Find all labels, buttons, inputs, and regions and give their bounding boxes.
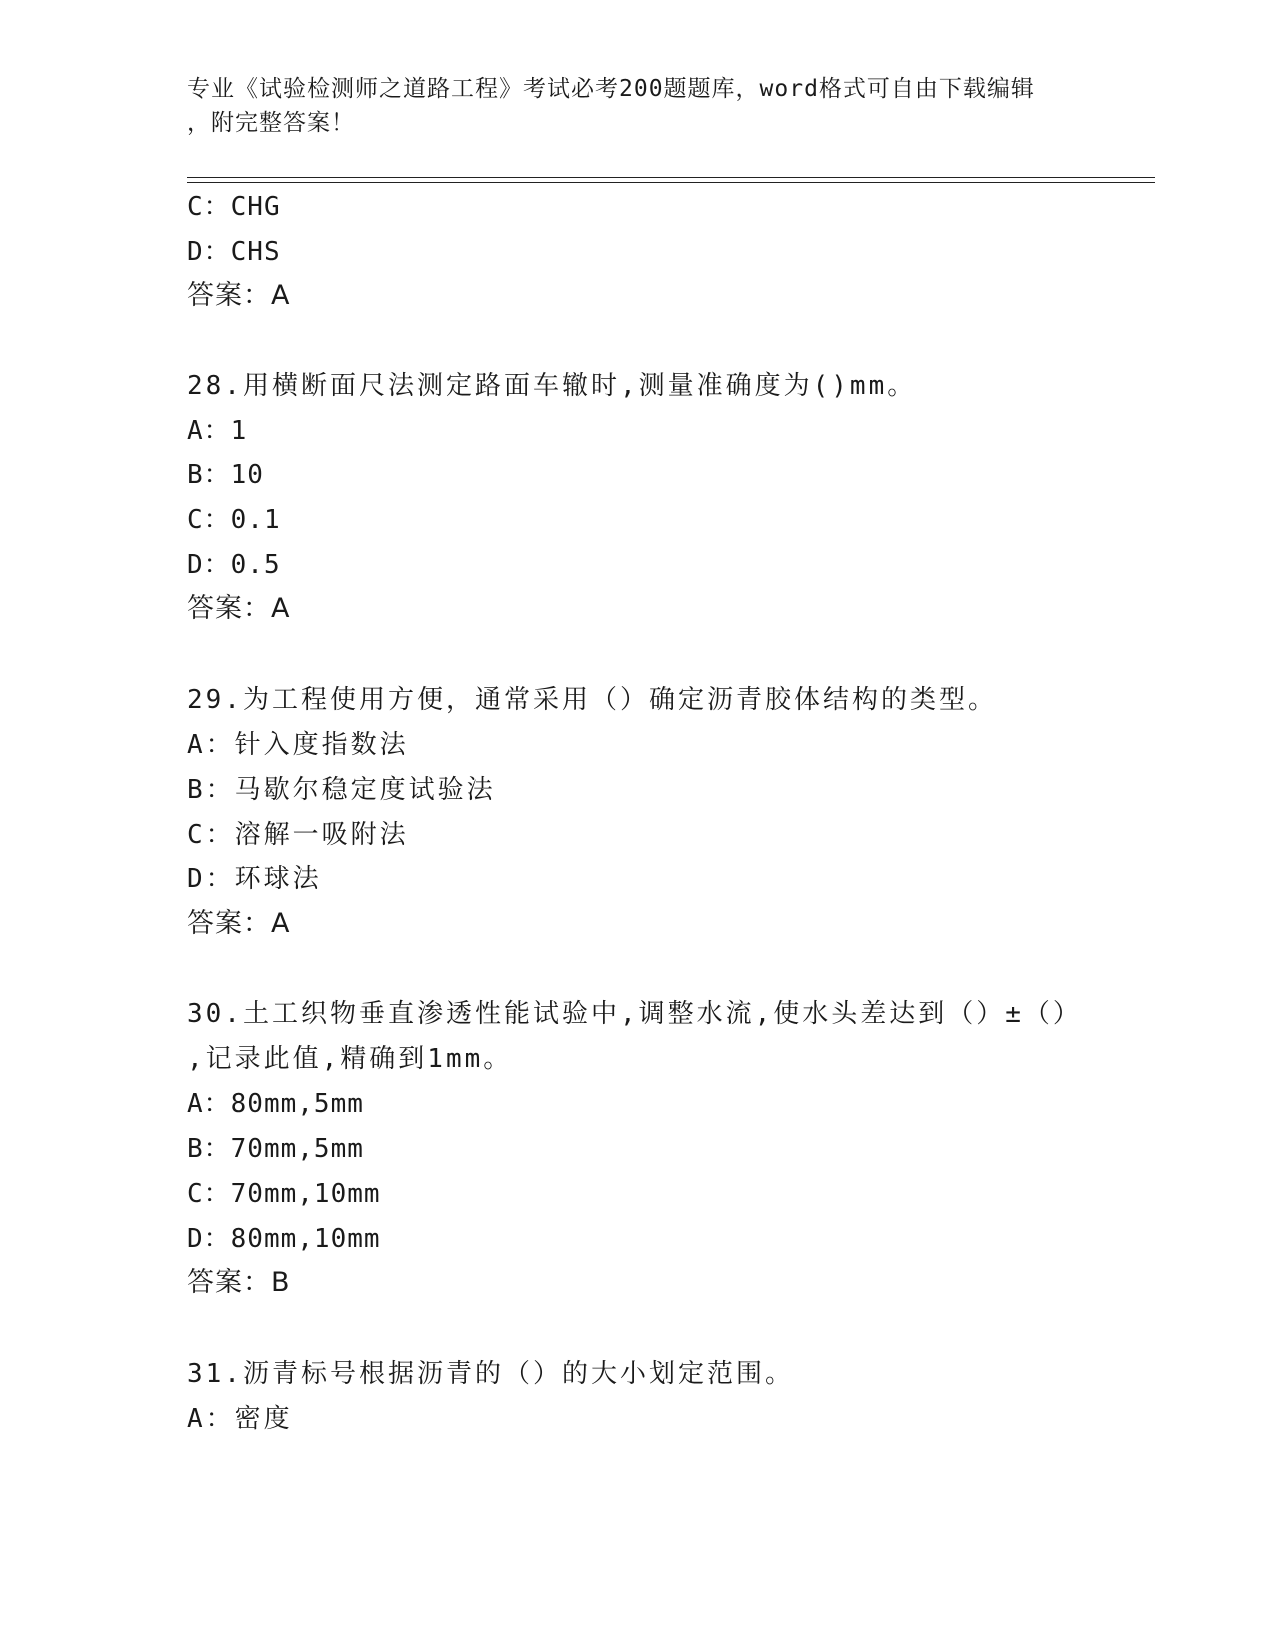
header-title-line-1: 专业《试验检测师之道路工程》考试必考200题题库，word格式可自由下载编辑 (187, 76, 1035, 102)
question-31-stem: 31.沥青标号根据沥青的（）的大小划定范围。 (187, 1359, 794, 1389)
header-title-line-2: ，附完整答案！ (187, 110, 355, 136)
question-28-option-a: A：1 (187, 416, 248, 446)
answer-label: 答案：A (187, 280, 291, 311)
question-28-option-d: D：0.5 (187, 550, 281, 580)
document-header (187, 72, 1067, 140)
question-30-option-a: A：80mm,5mm (187, 1089, 364, 1119)
question-29-stem: 29.为工程使用方便，通常采用（）确定沥青胶体结构的类型。 (187, 685, 997, 715)
header-divider-top (187, 177, 1155, 178)
question-29-option-c: C：溶解一吸附法 (187, 820, 409, 850)
option-d: D：CHS (187, 237, 281, 267)
question-29-option-d: D：环球法 (187, 864, 322, 894)
question-28-stem: 28.用横断面尺法测定路面车辙时,测量准确度为()mm。 (187, 371, 917, 401)
question-31-option-a: A：密度 (187, 1404, 293, 1434)
question-30-stem-continued: ,记录此值,精确到1mm。 (187, 1044, 513, 1074)
question-29-option-b: B：马歇尔稳定度试验法 (187, 775, 496, 805)
question-28-option-c: C：0.1 (187, 505, 281, 535)
option-c: C：CHG (187, 192, 281, 222)
question-30-answer: 答案：B (187, 1267, 291, 1298)
question-28-option-b: B：10 (187, 460, 264, 490)
question-29-option-a: A：针入度指数法 (187, 730, 409, 760)
question-30-stem: 30.土工织物垂直渗透性能试验中,调整水流,使水头差达到（）±（） (187, 999, 1082, 1029)
question-30-option-b: B：70mm,5mm (187, 1134, 364, 1164)
question-30-option-d: D：80mm,10mm (187, 1224, 381, 1254)
header-divider-bottom (187, 182, 1155, 183)
question-28-answer: 答案：A (187, 593, 291, 624)
question-29-answer: 答案：A (187, 908, 291, 939)
question-30-option-c: C：70mm,10mm (187, 1179, 381, 1209)
